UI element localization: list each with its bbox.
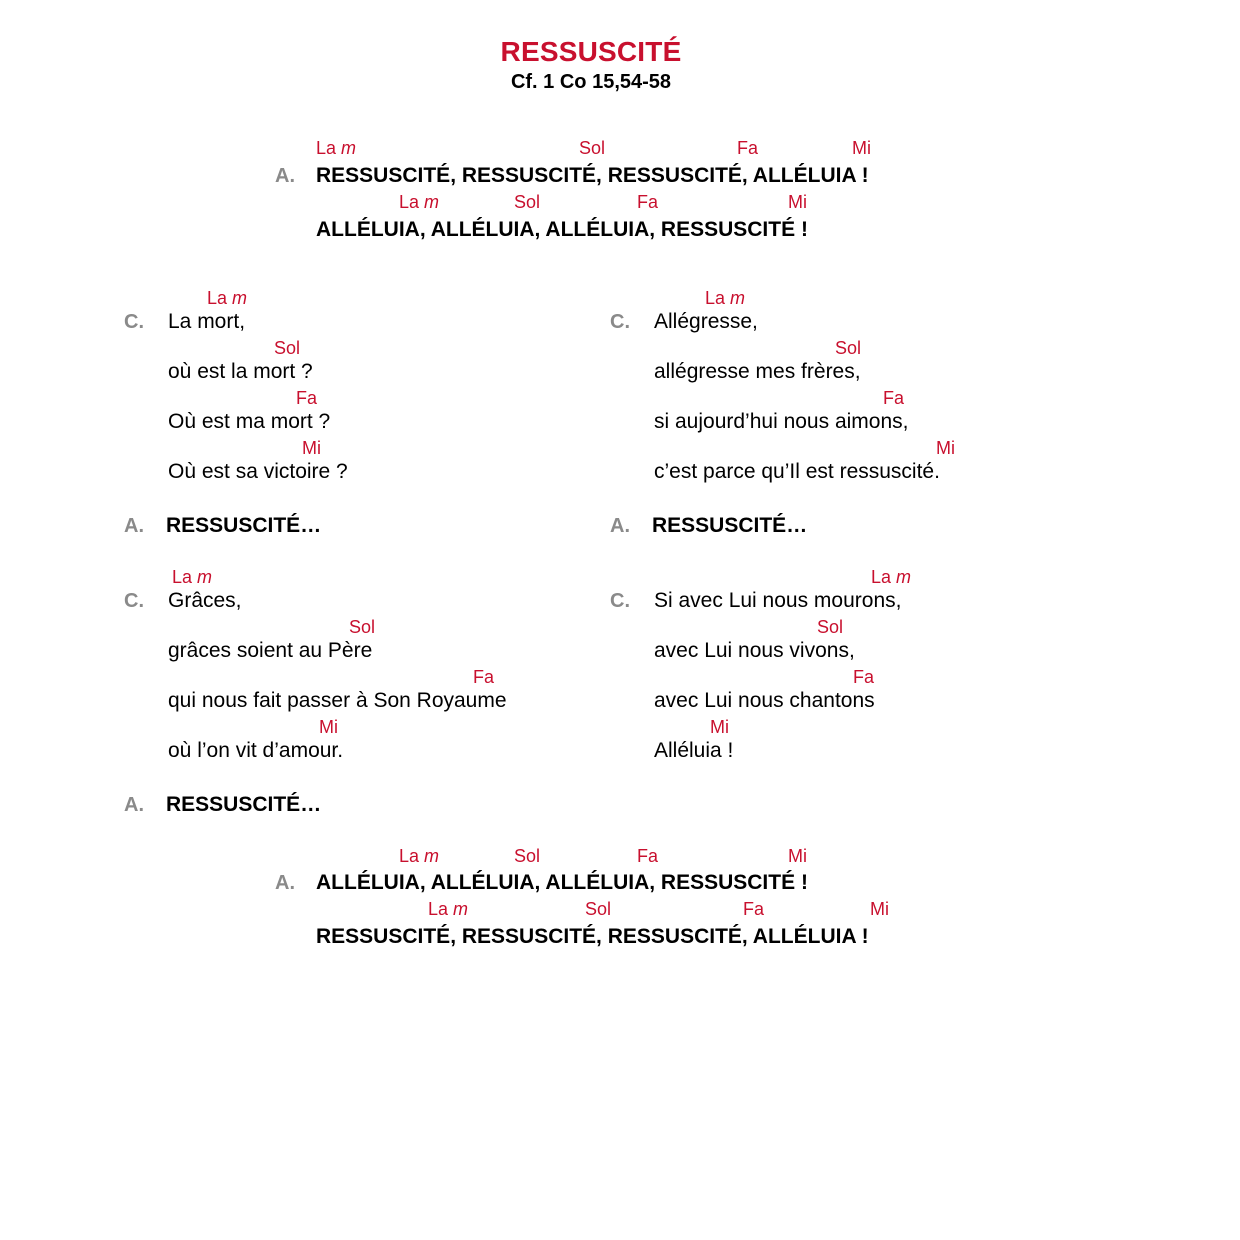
refrain-short: RESSUSCITÉ… [652,514,808,537]
chord-mi: Mi [319,717,338,737]
chord-la-minor: La m [428,899,469,919]
assembly-marker: A. [124,515,144,537]
chord-fa: Fa [473,667,495,687]
refrain-short: RESSUSCITÉ… [166,793,322,816]
chord-la-minor: La m [316,138,357,158]
chord-sol: Sol [349,617,376,637]
final-refrain-line-1: ALLÉLUIA, ALLÉLUIA, ALLÉLUIA, RESSUSCITÉ ! [316,871,808,894]
chord-fa: Fa [737,138,759,158]
chord-mi: Mi [852,138,871,158]
chord-mi: Mi [302,438,321,458]
chord-sol: Sol [817,617,844,637]
chord-mi: Mi [788,846,807,866]
chord-sol: Sol [274,338,301,358]
verse-line: où est la mort ? [168,360,313,383]
chord-la-minor: La m [871,567,912,587]
verse-line: avec Lui nous vivons, [654,639,855,662]
verse-line: grâces soient au Père [168,639,373,662]
refrain-line-2: ALLÉLUIA, ALLÉLUIA, ALLÉLUIA, RESSUSCITÉ ! [316,218,808,241]
chord-fa: Fa [883,388,905,408]
chord-sol: Sol [579,138,606,158]
verse-line: Allégresse, [654,310,758,333]
cantor-marker: C. [124,590,144,612]
chord-fa: Fa [743,899,765,919]
verse-line: Si avec Lui nous mourons, [654,589,902,612]
final-refrain-line-2: RESSUSCITÉ, RESSUSCITÉ, RESSUSCITÉ, ALLÉLUIA ! [316,925,869,948]
chord-la-minor: La m [399,192,440,212]
chord-mi: Mi [870,899,889,919]
verse-line: si aujourd’hui nous aimons, [654,410,909,433]
cantor-marker: C. [124,311,144,333]
chord-la-minor: La m [207,288,248,308]
verse-line: qui nous fait passer à Son Royaume [168,689,507,712]
chord-sol: Sol [514,192,541,212]
verse-line: Où est ma mort ? [168,410,331,433]
chord-mi: Mi [936,438,955,458]
verse-line: où l’on vit d’amour. [168,739,344,762]
scripture-reference: Cf. 1 Co 15,54-58 [510,71,672,93]
verse-line: Grâces, [168,589,242,612]
refrain-short: RESSUSCITÉ… [166,514,322,537]
assembly-marker: A. [610,515,630,537]
verse-line: avec Lui nous chantons [654,689,875,712]
refrain-line-1: RESSUSCITÉ, RESSUSCITÉ, RESSUSCITÉ, ALLÉLUIA ! [316,164,869,187]
assembly-marker: A. [275,165,295,187]
chord-mi: Mi [710,717,729,737]
verse-line: allégresse mes frères, [654,360,861,383]
cantor-marker: C. [610,590,630,612]
chord-la-minor: La m [399,846,440,866]
verse-line: La mort, [168,310,246,333]
verse-line: c’est parce qu’Il est ressuscité. [654,460,940,483]
assembly-marker: A. [124,794,144,816]
assembly-marker: A. [275,872,295,894]
chord-sol: Sol [835,338,862,358]
chord-fa: Fa [637,846,659,866]
chord-sol: Sol [585,899,612,919]
chord-fa: Fa [853,667,875,687]
verse-line: Où est sa victoire ? [168,460,348,483]
chord-la-minor: La m [705,288,746,308]
chord-mi: Mi [788,192,807,212]
chord-sol: Sol [514,846,541,866]
song-title: RESSUSCITÉ [500,36,682,67]
chord-la-minor: La m [172,567,213,587]
cantor-marker: C. [610,311,630,333]
chord-fa: Fa [296,388,318,408]
chord-fa: Fa [637,192,659,212]
verse-line: Alléluia ! [654,739,734,762]
